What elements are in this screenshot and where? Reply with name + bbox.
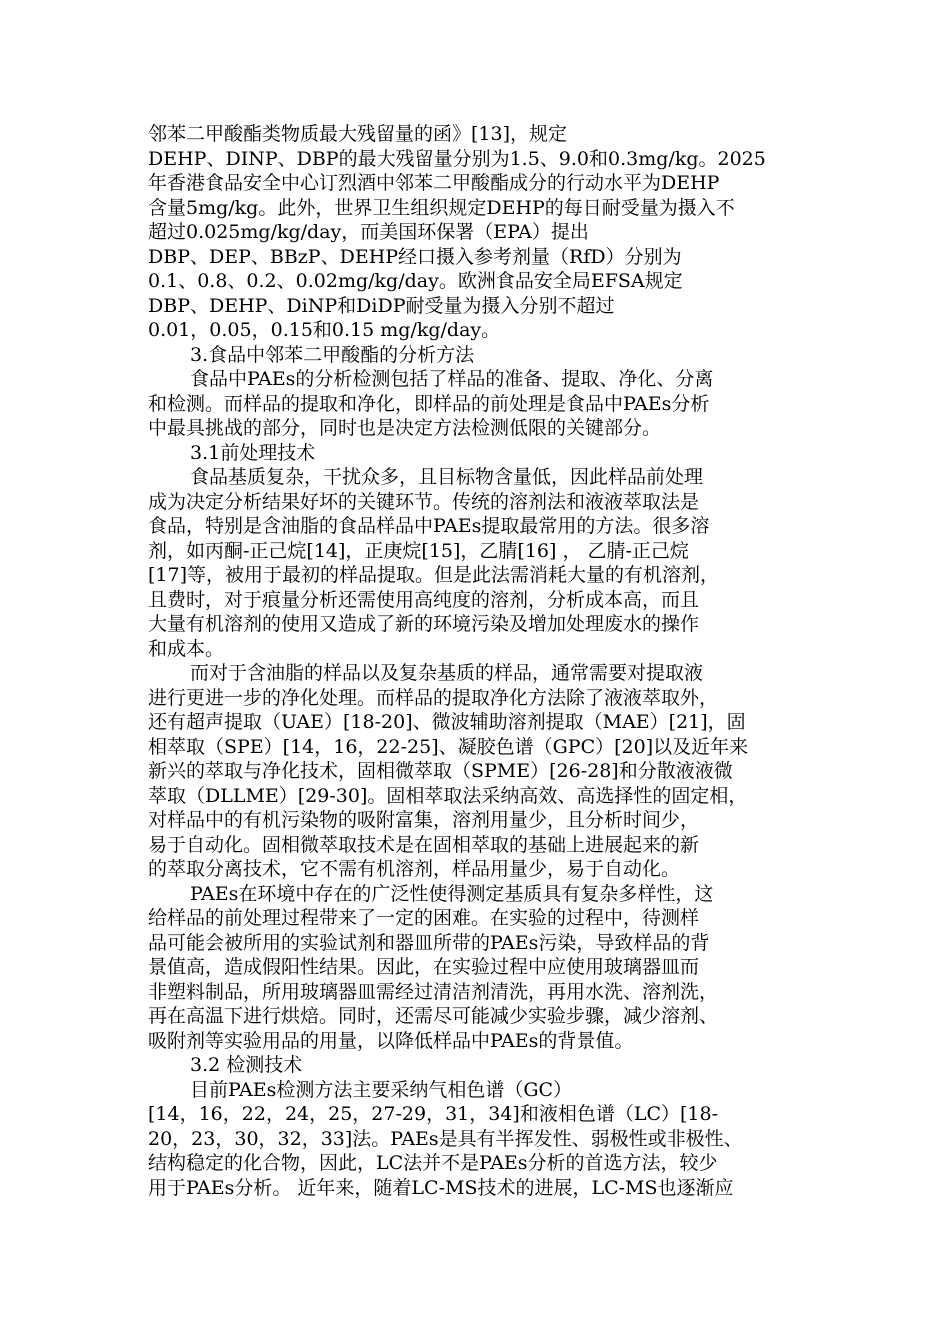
text-line: 易于自动化。固相微萃取技术是在固相萃取的基础上进展起来的新 — [148, 833, 700, 856]
text-line: DEHP、DINP、DBP的最大残留量分别为1.5、9.0和0.3mg/kg。2025 — [148, 147, 766, 170]
text-line: 3.2 检测技术 — [190, 1054, 303, 1076]
text-line: 和成本。 — [148, 637, 225, 660]
text-line: 非塑料制品，所用玻璃器皿需经过清洁剂清洗，再用水洗、溶剂洗， — [148, 980, 719, 1003]
text-line: 大量有机溶剂的使用又造成了新的环境污染及增加处理废水的操作 — [148, 613, 700, 635]
text-line: 而对于含油脂的样品以及复杂基质的样品，通常需要对提取液 — [190, 662, 704, 684]
text-line: 景值高，造成假阳性结果。因此，在实验过程中应使用玻璃器皿而 — [148, 956, 700, 978]
text-line: 还有超声提取（UAE）[18-20]、微波辅助溶剂提取（MAE）[21]，固 — [148, 711, 746, 733]
text-line: 邻苯二甲酸酯类物质最大残留量的函》[13]，规定 — [148, 123, 568, 145]
text-line: 成为决定分析结果好坏的关键环节。传统的溶剂法和液液萃取法是 — [148, 490, 700, 513]
text-line: 剂，如丙酮-正己烷[14]，正庚烷[15]，乙腈[16] ， 乙腈-正己烷 — [148, 539, 689, 562]
text-line: 进行更进一步的净化处理。而样品的提取净化方法除了液液萃取外， — [148, 686, 719, 709]
text-line: 20，23，30，32，33]法。PAEs是具有半挥发性、弱极性或非极性、 — [148, 1127, 743, 1150]
text-line: 品可能会被所用的实验试剂和器皿所带的PAEs污染，导致样品的背 — [148, 931, 710, 954]
text-line: PAEs在环境中存在的广泛性使得测定基质具有复杂多样性，这 — [190, 882, 714, 905]
text-line: 结构稳定的化合物，因此，LC法并不是PAEs分析的首选方法，较少 — [148, 1152, 718, 1174]
text-line: 超过0.025mg/kg/day，而美国环保署（EPA）提出 — [148, 221, 589, 243]
text-line: 食品，特别是含油脂的食品样品中PAEs提取最常用的方法。很多溶 — [148, 515, 710, 537]
text-line: [17]等，被用于最初的样品提取。但是此法需消耗大量的有机溶剂， — [148, 564, 720, 586]
text-line: 且费时，对于痕量分析还需使用高纯度的溶剂，分析成本高，而且 — [148, 588, 700, 611]
text-line: 新兴的萃取与净化技术，固相微萃取（SPME）[26-28]和分散液液微 — [148, 760, 733, 782]
text-line: 再在高温下进行烘焙。同时，还需尽可能减少实验步骤，减少溶剂、 — [148, 1005, 719, 1027]
text-line: 相萃取（SPE）[14，16，22-25]、凝胶色谱（GPC）[20]以及近年来 — [148, 735, 749, 758]
text-line: 对样品中的有机污染物的吸附富集，溶剂用量少，且分析时间少， — [148, 809, 700, 831]
text-line: 年香港食品安全中心订烈酒中邻苯二甲酸酯成分的行动水平为DEHP — [148, 172, 720, 194]
text-line: 食品基质复杂，干扰众多，且目标物含量低，因此样品前处理 — [190, 466, 704, 488]
text-line: 给样品的前处理过程带来了一定的困难。在实验的过程中，待测样 — [148, 907, 700, 929]
text-line: 的萃取分离技术，它不需有机溶剂，样品用量少，易于自动化。 — [148, 858, 681, 880]
text-line: 中最具挑战的部分，同时也是决定方法检测低限的关键部分。 — [148, 417, 662, 439]
text-line: DBP、DEHP、DiNP和DiDP耐受量为摄入分别不超过 — [148, 294, 615, 317]
text-line: 目前PAEs检测方法主要采纳气相色谱（GC） — [190, 1078, 573, 1101]
body-text — [148, 122, 808, 1200]
text-line: 萃取（DLLME）[29-30]。固相萃取法采纳高效、高选择性的固定相， — [148, 784, 748, 807]
text-line: DBP、DEP、BBzP、DEHP经口摄入参考剂量（RfD）分别为 — [148, 245, 682, 268]
text-line: 0.1、0.8、0.2、0.02mg/kg/day。欧洲食品安全局EFSA规定 — [148, 270, 683, 292]
text-line: 吸附剂等实验用品的用量，以降低样品中PAEs的背景值。 — [148, 1029, 634, 1052]
text-line: 用于PAEs分析。 近年来，随着LC-MS技术的进展，LC-MS也逐渐应 — [148, 1176, 734, 1199]
text-line: 0.01，0.05，0.15和0.15 mg/kg/day。 — [148, 319, 501, 341]
text-line: 含量5mg/kg。此外，世界卫生组织规定DEHP的每日耐受量为摄入不 — [148, 196, 735, 219]
text-line: 和检测。而样品的提取和净化，即样品的前处理是食品中PAEs分析 — [148, 392, 710, 415]
text-line: 食品中PAEs的分析检测包括了样品的准备、提取、净化、分离 — [190, 368, 714, 390]
text-line: 3.1前处理技术 — [190, 441, 316, 464]
text-line: 3.食品中邻苯二甲酸酯的分析方法 — [190, 343, 475, 366]
text-line: [14，16，22，24，25，27-29，31，34]和液相色谱（LC）[18- — [148, 1103, 719, 1125]
